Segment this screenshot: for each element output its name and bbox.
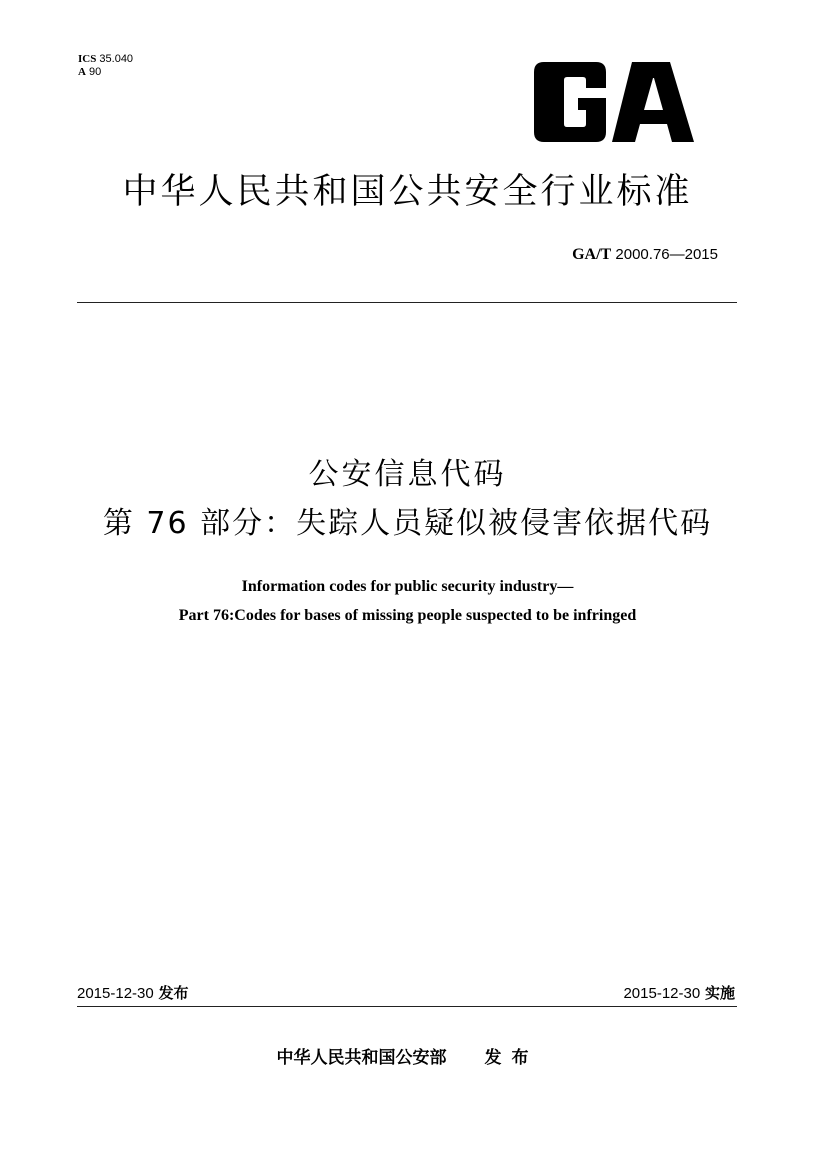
ics-value: 35.040 [99, 53, 134, 65]
issue-date-label: 发布 [158, 984, 189, 1002]
implementation-date-value: 2015-12-30 [623, 985, 701, 1002]
standard-type-heading: 中华人民共和国公共安全行业标准 [122, 172, 693, 212]
ics-code: ICS [78, 53, 97, 65]
ga-logo-letter-g [534, 62, 606, 142]
implementation-date [623, 983, 735, 1004]
ga-logo-graphic [534, 62, 694, 142]
ics-line [78, 53, 133, 66]
header-divider [77, 302, 737, 303]
implementation-date-label: 实施 [704, 984, 735, 1002]
classification-codes [78, 53, 133, 79]
footer-divider [77, 1006, 737, 1007]
standard-number [572, 246, 718, 264]
chinese-title-line-1: 公安信息代码 [308, 457, 507, 492]
ccs-line [78, 66, 133, 79]
publisher-name: 中华人民共和国公安部 [276, 1048, 447, 1068]
publisher-line [0, 1046, 815, 1070]
ga-logo [534, 62, 694, 142]
standard-number-prefix: GA/T [572, 246, 612, 263]
ccs-code: A [78, 66, 86, 78]
ga-logo-letter-a [612, 62, 694, 142]
standard-number-value: 2000.76—2015 [615, 246, 718, 263]
ccs-value: 90 [89, 66, 102, 78]
english-title-line-2: Part 76:Codes for bases of missing people suspected to be infringed [178, 607, 637, 624]
chinese-title-line-2: 第 76 部分：失踪人员疑似被侵害依据代码 [102, 506, 713, 541]
issue-date [77, 983, 189, 1004]
english-title-line-1: Information codes for public security industry— [241, 578, 574, 595]
issue-date-value: 2015-12-30 [77, 985, 154, 1002]
publisher-verb: 发布 [484, 1048, 539, 1068]
